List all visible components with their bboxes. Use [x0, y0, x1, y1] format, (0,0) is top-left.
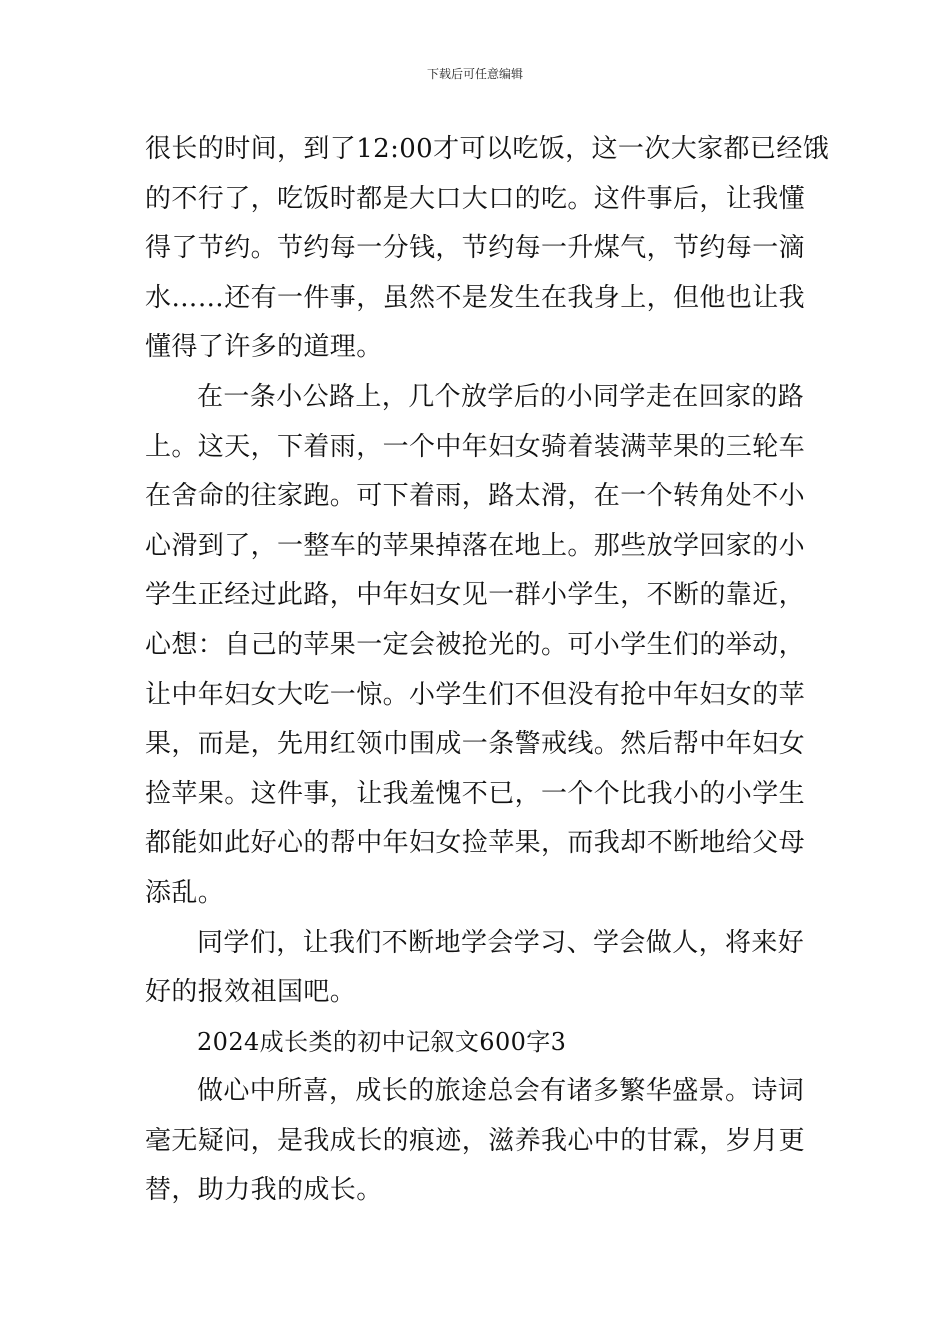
- text-line: 都能如此好心的帮中年妇女捡苹果，而我却不断地给父母: [145, 828, 806, 859]
- text-line: 的不行了，吃饭时都是大口大口的吃。这件事后，让我懂: [145, 183, 806, 214]
- header-note: 下载后可任意编辑: [426, 67, 523, 81]
- text-line: 得了节约。节约每一分钱，节约每一升煤气，节约每一滴: [145, 233, 806, 264]
- text-line: 心想：自己的苹果一定会被抢光的。可小学生们的举动，: [145, 629, 806, 660]
- text-line: 替，助力我的成长。: [145, 1175, 383, 1206]
- text-line: 很长的时间，到了12:00才可以吃饭，这一次大家都已经饿: [145, 134, 830, 164]
- text-line: 毫无疑问，是我成长的痕迹，滋养我心中的甘霖，岁月更: [145, 1125, 806, 1156]
- text-line: 懂得了许多的道理。: [145, 332, 383, 363]
- text-line: 水……还有一件事，虽然不是发生在我身上，但他也让我: [145, 282, 806, 313]
- text-line: 果，而是，先用红领巾围成一条警戒线。然后帮中年妇女: [145, 729, 806, 760]
- paragraph-start-line: 在一条小公路上，几个放学后的小同学走在回家的路: [197, 381, 805, 412]
- section-heading: 2024成长类的初中记叙文600字3: [197, 1027, 567, 1056]
- text-line: 添乱。: [145, 877, 225, 908]
- text-line: 上。这天，下着雨，一个中年妇女骑着装满苹果的三轮车: [145, 431, 806, 462]
- text-line: 心滑到了，一整车的苹果掉落在地上。那些放学回家的小: [145, 530, 806, 561]
- text-line: 让中年妇女大吃一惊。小学生们不但没有抢中年妇女的苹: [145, 679, 806, 710]
- text-line: 好的报效祖国吧。: [145, 977, 357, 1008]
- text-line: 学生正经过此路，中年妇女见一群小学生，不断的靠近，: [145, 580, 806, 611]
- document-body: [145, 125, 830, 1216]
- text-line: 在舍命的往家跑。可下着雨，路太滑，在一个转角处不小: [145, 481, 806, 512]
- paragraph-start-line: 做心中所喜，成长的旅途总会有诸多繁华盛景。诗词: [197, 1076, 805, 1107]
- text-line: 捡苹果。这件事，让我羞愧不已，一个个比我小的小学生: [145, 778, 806, 809]
- paragraph-start-line: 同学们，让我们不断地学会学习、学会做人，将来好: [197, 927, 805, 958]
